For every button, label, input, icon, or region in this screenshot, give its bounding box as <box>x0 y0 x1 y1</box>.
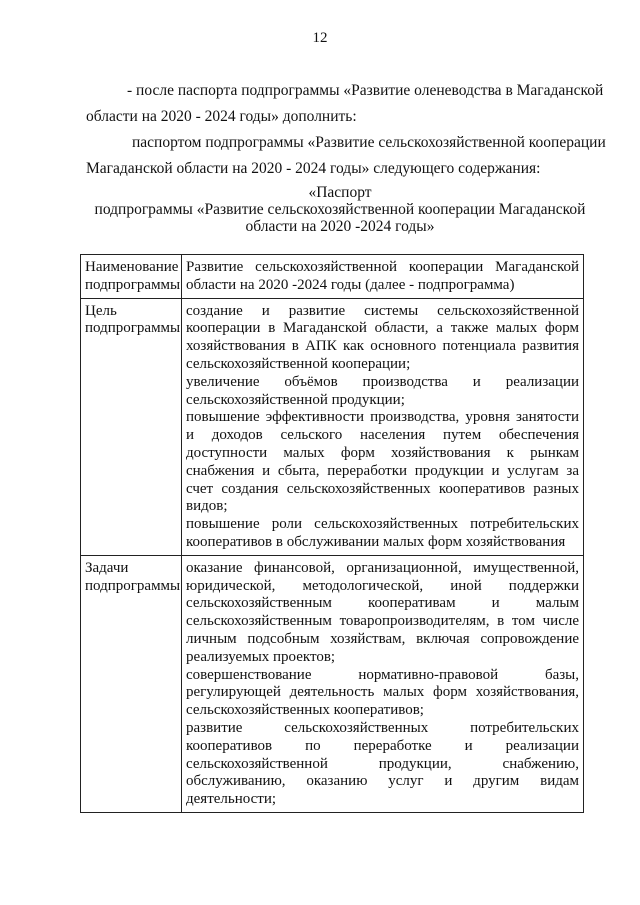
row-content-tasks <box>182 555 584 812</box>
row-content-goal <box>182 298 584 555</box>
content-paragraph: увеличение объёмов производства и реализации сельскохозяйственной продукции; <box>186 373 579 408</box>
content-paragraph: повышение роли сельскохозяйственных потребительских кооперативов в обслуживании малых форм хозяйствования <box>186 516 579 550</box>
table-row <box>81 555 584 812</box>
row-label-goal: Цель подпрограммы <box>81 298 182 555</box>
content-paragraph: совершенствование нормативно-правовой базы, регулирующей деятельность малых форм хозяйствования, сельскохозяйственных кооперативов; <box>186 666 579 719</box>
intro-line-3: паспортом подпрограммы «Развитие сельскохозяйственной кооперации <box>132 134 606 151</box>
passport-title-line-3: области на 2020 -2024 годы» <box>245 218 435 235</box>
page-number: 12 <box>312 30 328 46</box>
intro-line-2: области на 2020 - 2024 годы» дополнить: <box>86 108 357 125</box>
content-paragraph: оказание финансовой, организационной, имущественной, юридической, методологической, иной поддержки сельскохозяйственным кооперативам и малым сельскохозяйственным товаропроизводителям, в том числе личным подсобным хозяйствам, включая сопровождение реализуемых проектов; <box>186 559 579 665</box>
passport-title <box>80 184 600 235</box>
row-content-name <box>182 255 584 299</box>
content-paragraph: повышение эффективности производства, уровня занятости и доходов сельского населения путем обеспечения доступности малых форм хозяйствования к рынкам снабжения и сбыта, переработки продукции и услугам за счет создания сельскохозяйственных кооперативов разных видов; <box>186 409 579 515</box>
row-label-tasks: Задачи подпрограммы <box>81 555 182 812</box>
passport-title-line-2: подпрограммы «Развитие сельскохозяйственной кооперации Магаданской <box>94 201 586 218</box>
table-row <box>81 298 584 555</box>
row-label-name: Наименование подпрограммы <box>81 255 182 299</box>
table-row <box>81 255 584 299</box>
content-paragraph: Развитие сельскохозяйственной кооперации Магаданской области на 2020 -2024 годы (далее - подпрограмма) <box>186 259 579 293</box>
intro-line-4: Магаданской области на 2020 - 2024 годы» следующего содержания: <box>86 160 541 177</box>
content-paragraph: развитие сельскохозяйственных потребительских кооперативов по переработке и реализации сельскохозяйственной продукции, снабжению, обслуживанию, оказанию услуг и другим видам деятельности; <box>186 719 579 808</box>
content-paragraph: создание и развитие системы сельскохозяйственной кооперации в Магаданской области, а также малых форм хозяйствования в АПК как основного потенциала развития сельскохозяйственной кооперации; <box>186 302 579 372</box>
passport-table <box>80 254 584 813</box>
passport-title-line-1: «Паспорт <box>308 184 372 201</box>
intro-line-1: - после паспорта подпрограммы «Развитие оленеводства в Магаданской <box>127 82 604 99</box>
